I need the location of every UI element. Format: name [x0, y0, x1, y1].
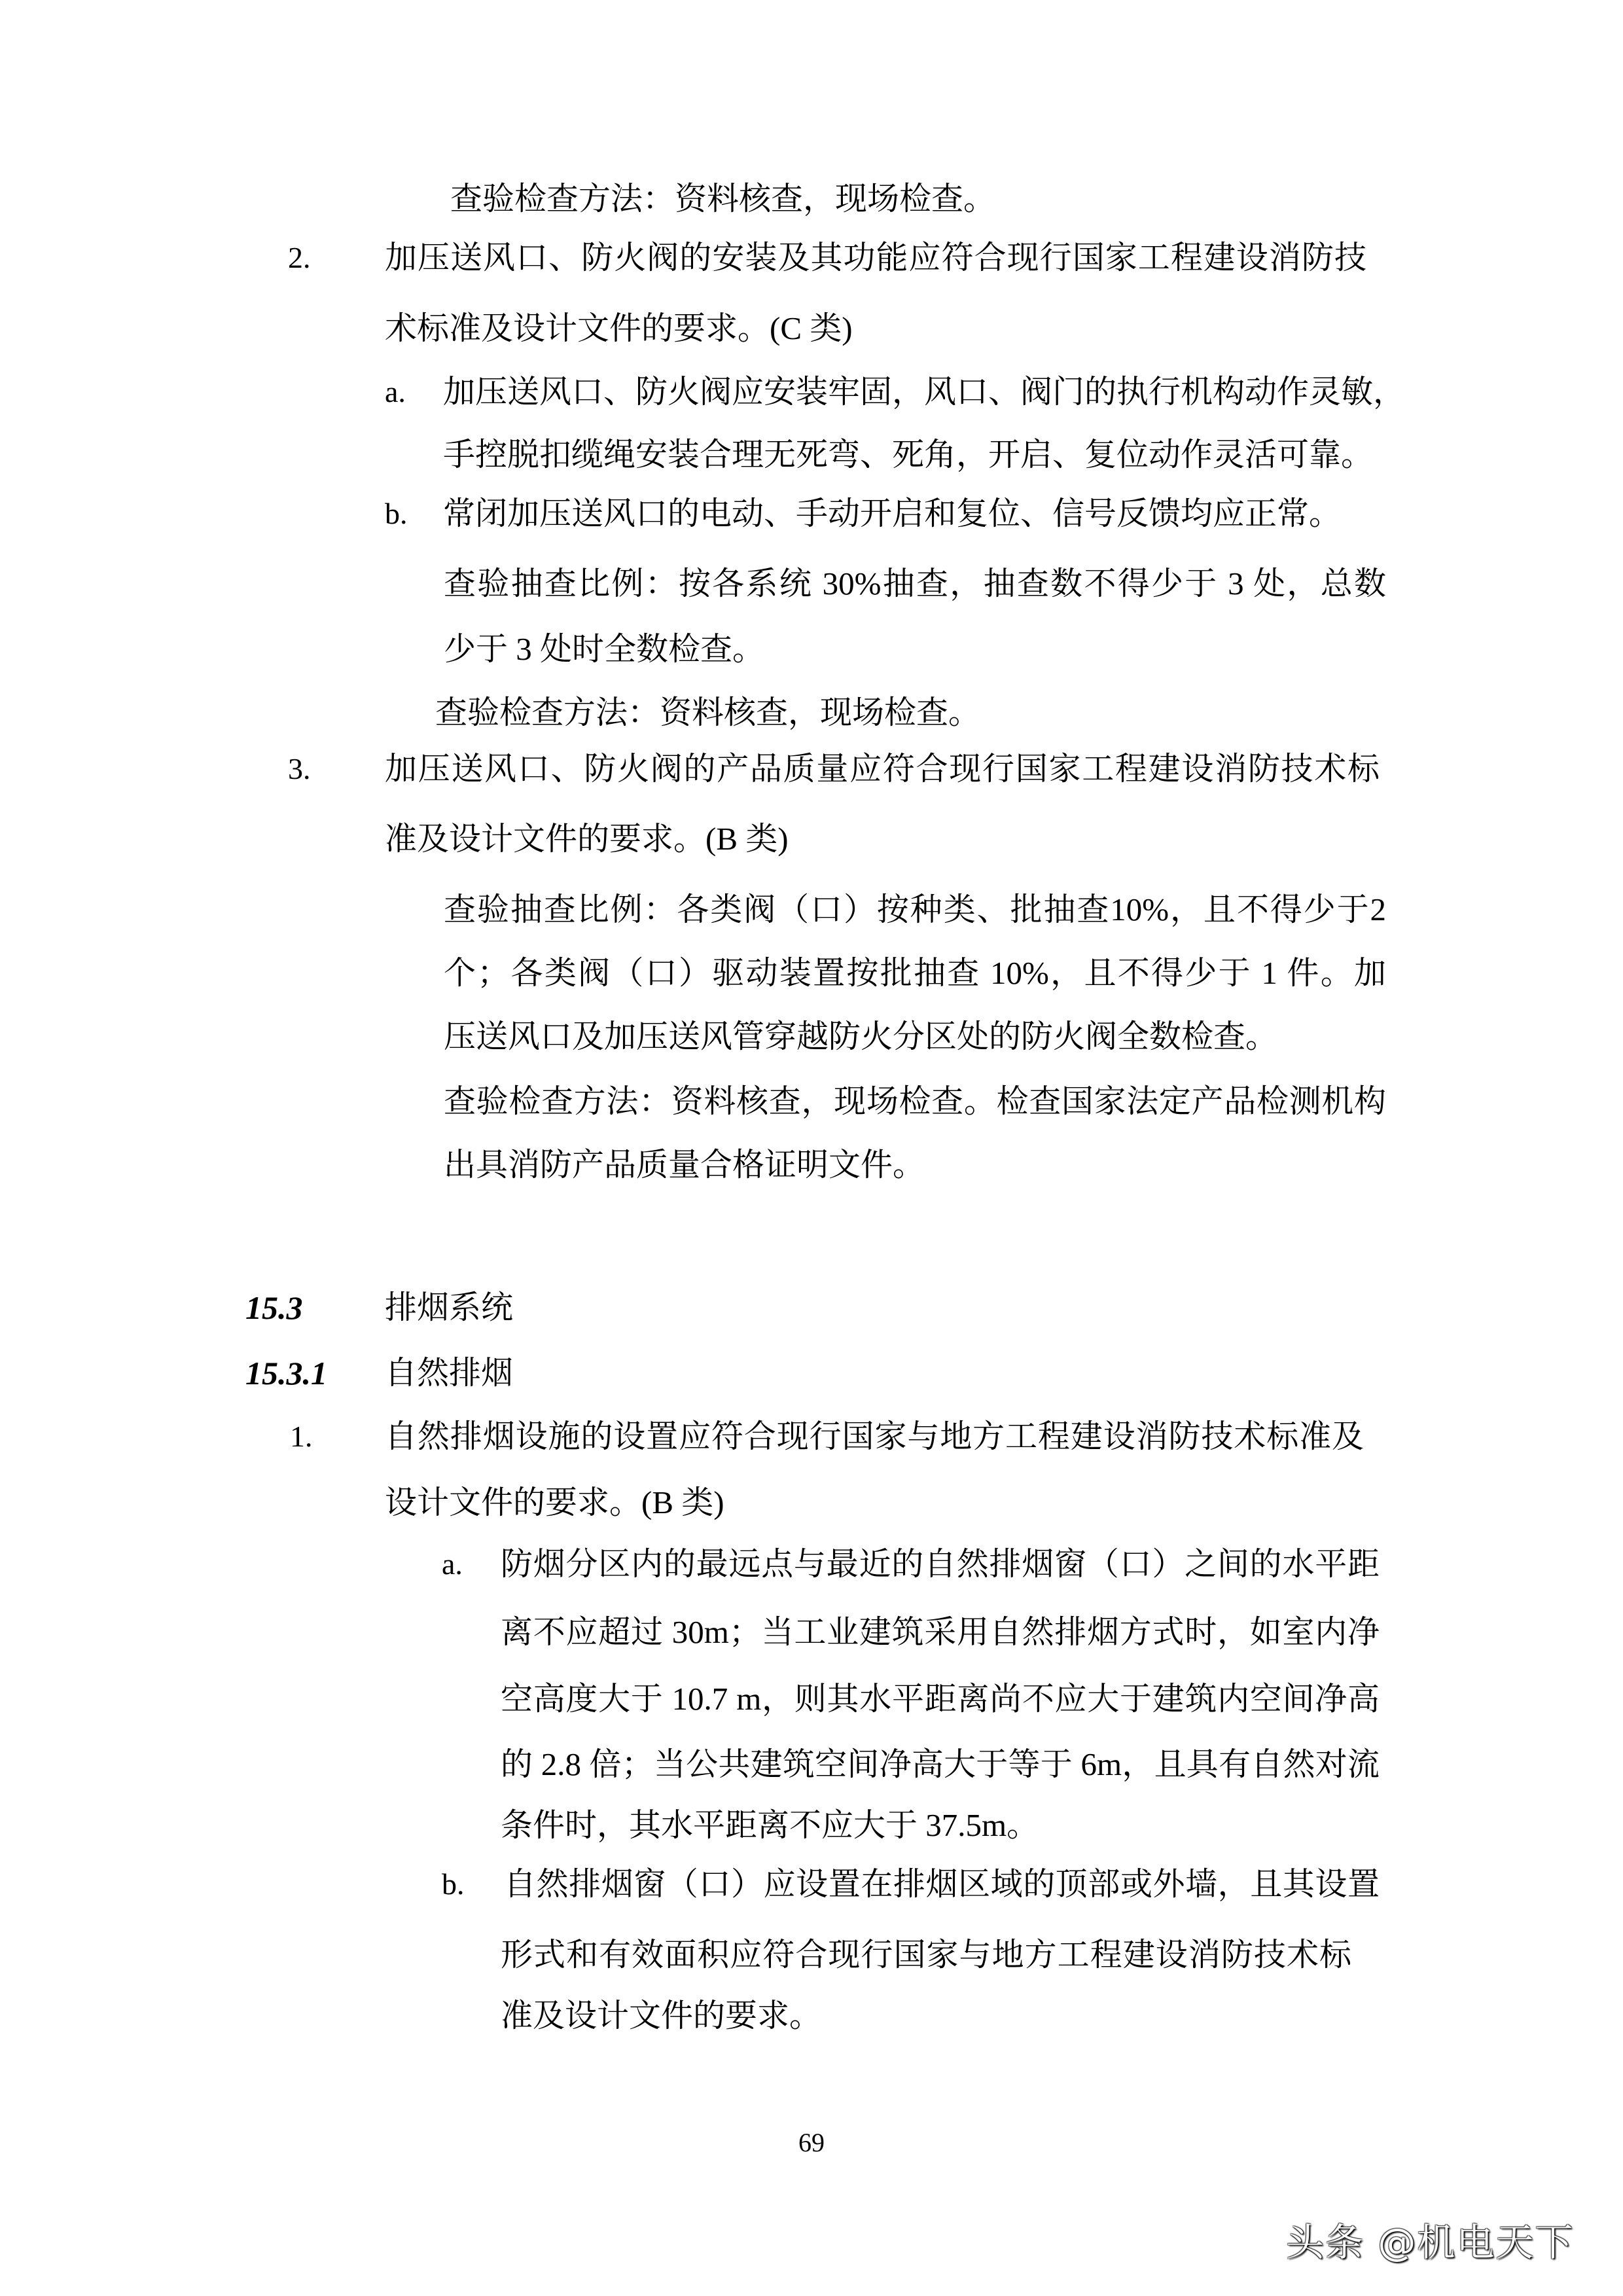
section-number: 15.3 — [245, 1289, 303, 1326]
subitem-label: b. — [385, 497, 408, 530]
subitem-text-line: 防烟分区内的最远点与最近的自然排烟窗（口）之间的水平距 — [501, 1546, 1380, 1582]
sampling-ratio-text: 个；各类阀（口）驱动装置按批抽查 10%，且不得少于 1 件。加 — [444, 955, 1386, 991]
inspection-method-text: 查验检查方法：资料核查，现场检查。检查国家法定产品检测机构 — [444, 1083, 1386, 1119]
sampling-ratio-text: 查验抽查比例：各类阀（口）按种类、批抽查10%，且不得少于2 — [444, 891, 1386, 927]
item-number: 3. — [288, 752, 311, 785]
sampling-ratio-text: 查验抽查比例：按各系统 30%抽查，抽查数不得少于 3 处，总数 — [444, 565, 1386, 601]
page-number: 69 — [798, 2128, 825, 2157]
item-text-line: 术标准及设计文件的要求。(C 类) — [385, 310, 853, 346]
subsection-number: 15.3.1 — [245, 1355, 327, 1391]
item-number: 1. — [290, 1420, 313, 1453]
section-title: 排烟系统 — [385, 1289, 514, 1325]
subitem-text-line: 加压送风口、防火阀应安装牢固，风口、阀门的执行机构动作灵敏， — [443, 374, 1406, 410]
sampling-ratio-text: 压送风口及加压送风管穿越防火分区处的防火阀全数检查。 — [444, 1018, 1278, 1054]
subitem-text-line: 条件时，其水平距离不应大于 37.5m。 — [501, 1807, 1039, 1843]
watermark: 头条 @机电天下 — [1286, 2220, 1575, 2265]
item-text-line: 加压送风口、防火阀的安装及其功能应符合现行国家工程建设消防技 — [385, 240, 1366, 276]
subitem-text-line: 自然排烟窗（口）应设置在排烟区域的顶部或外墙，且其设置 — [504, 1866, 1380, 1902]
inspection-method-text: 出具消防产品质量合格证明文件。 — [444, 1147, 925, 1183]
subitem-label: a. — [442, 1547, 463, 1581]
item-text-line: 准及设计文件的要求。(B 类) — [385, 821, 789, 857]
subitem-text-line: 离不应超过 30m；当工业建筑采用自然排烟方式时，如室内净 — [501, 1614, 1380, 1650]
item-text-line: 设计文件的要求。(B 类) — [385, 1484, 724, 1520]
subitem-text-line: 手控脱扣缆绳安装合理无死弯、死角，开启、复位动作灵活可靠。 — [443, 437, 1374, 473]
item-number: 2. — [288, 241, 311, 274]
subsection-title: 自然排烟 — [385, 1355, 514, 1391]
subitem-label: a. — [385, 375, 406, 408]
subitem-text-line: 准及设计文件的要求。 — [501, 1998, 822, 2034]
item-text-line: 加压送风口、防火阀的产品质量应符合现行国家工程建设消防技术标 — [385, 751, 1380, 787]
subitem-text-line: 空高度大于 10.7 m，则其水平距离尚不应大于建筑内空间净高 — [501, 1681, 1380, 1717]
inspection-method-text: 查验检查方法：资料核查，现场检查。 — [435, 694, 981, 730]
subitem-text-line: 常闭加压送风口的电动、手动开启和复位、信号反馈均应正常。 — [443, 495, 1342, 531]
subitem-text-line: 形式和有效面积应符合现行国家与地方工程建设消防技术标 — [501, 1937, 1351, 1973]
subitem-text-line: 的 2.8 倍；当公共建筑空间净高大于等于 6m，且具有自然对流 — [501, 1746, 1380, 1782]
sampling-ratio-text: 少于 3 处时全数检查。 — [444, 631, 765, 667]
item-text-line: 自然排烟设施的设置应符合现行国家与地方工程建设消防技术标准及 — [385, 1418, 1364, 1454]
inspection-method-text: 查验检查方法：资料核查，现场检查。 — [450, 181, 996, 217]
subitem-label: b. — [442, 1867, 465, 1901]
